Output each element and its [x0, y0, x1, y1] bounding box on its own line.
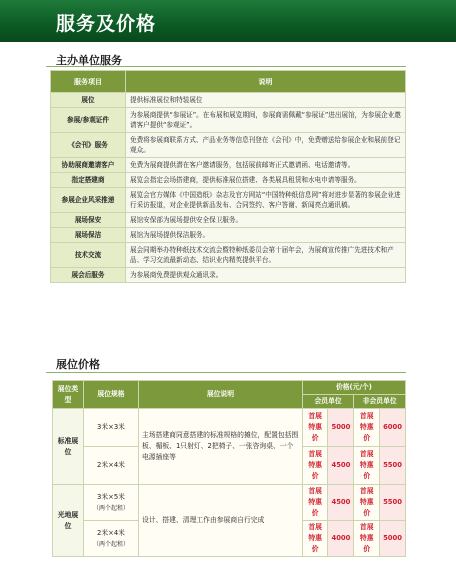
divider — [46, 66, 406, 67]
nonmember-price: 5500 — [380, 485, 406, 521]
spec-note: （两个起租） — [92, 504, 129, 512]
table-row — [51, 108, 406, 133]
table-row — [51, 93, 406, 108]
table-row — [51, 188, 406, 213]
member-price: 4000 — [328, 521, 354, 557]
col-header-nonmember: 非会员单位 — [354, 395, 406, 409]
price-label: 首展特惠价 — [354, 409, 380, 447]
booth-desc: 主场搭建商同意搭建的标准规格的摊位，配置包括围板、楣板、1只射灯、2把椅子、一张咨询桌、一个电源插座等 — [139, 409, 303, 485]
page-title: 服务及价格 — [56, 13, 157, 35]
table-row — [51, 158, 406, 173]
spec-text: 3米×3米 — [97, 423, 125, 431]
service-desc: 免费为展商提供潜在客户邀请服务，包括展前邮寄正式邀请函、电话邀请等。 — [126, 158, 406, 173]
service-item: 展会后服务 — [51, 268, 126, 283]
col-header-desc: 说明 — [126, 71, 406, 93]
col-header-type: 展位类型 — [53, 381, 84, 409]
price-label: 首展特惠价 — [302, 447, 328, 485]
table-row — [51, 213, 406, 228]
service-desc: 免费将参展商联系方式、产品业务等信息刊登在《会刊》中，免费赠送给参展企业和展前登记观众。 — [126, 133, 406, 158]
header-banner — [0, 0, 456, 42]
service-desc: 展会同期举办特种纸技术交流会暨特种纸委员会第十届年会，为展商宣传推广先进技术和产品、学习交流最新动态、结识业内精英提供平台。 — [126, 243, 406, 268]
service-desc: 展览会官方媒体《中国造纸》杂志及官方网站“中国特种纸信息网”将对进步显著的参展企业进行采访报道，对企业提供新品发布、合同签约、客户答谢、新闻亮点通讯稿。 — [126, 188, 406, 213]
booth-spec — [84, 447, 139, 485]
service-item: 参展企业风采推递 — [51, 188, 126, 213]
price-label: 首展特惠价 — [302, 409, 328, 447]
service-desc: 为参展商提供“参展证”。在布展和展览期间，参展商需佩戴“参展证”进出展馆，为参展企业邀请客户提供“参观证”。 — [126, 108, 406, 133]
service-desc: 展馆安保部为展场提供安全保卫服务。 — [126, 213, 406, 228]
service-desc: 提供标准展位和特装展位 — [126, 93, 406, 108]
price-label: 首展特惠价 — [302, 521, 328, 557]
booth-spec — [84, 485, 139, 521]
service-desc: 展览会指定会场搭建商，提供标准展位搭建、各类展具租赁和水电申请等服务。 — [126, 173, 406, 188]
service-item: 参展/参观证件 — [51, 108, 126, 133]
booth-spec — [84, 521, 139, 557]
service-item: 《会刊》服务 — [51, 133, 126, 158]
booth-desc: 设计、搭建、清理工作由参展商自行完成 — [139, 485, 303, 557]
spec-text: 2米×4米 — [97, 528, 125, 537]
price-label: 首展特惠价 — [354, 521, 380, 557]
service-item: 展场保洁 — [51, 228, 126, 243]
spec-text: 2米×4米 — [97, 461, 125, 469]
table-row — [51, 173, 406, 188]
table-row — [51, 133, 406, 158]
spec-text: 3米×5米 — [97, 492, 125, 501]
col-header-member: 会员单位 — [302, 395, 354, 409]
price-label: 首展特惠价 — [354, 447, 380, 485]
price-label: 首展特惠价 — [354, 485, 380, 521]
spec-note: （两个起租） — [92, 540, 129, 548]
pricing-table — [52, 380, 406, 557]
service-item: 展场保安 — [51, 213, 126, 228]
table-row — [51, 268, 406, 283]
services-table — [50, 70, 406, 283]
table-row — [53, 409, 406, 447]
booth-type: 光地展位 — [53, 485, 84, 557]
booth-spec — [84, 409, 139, 447]
member-price: 4500 — [328, 485, 354, 521]
service-desc: 为参展商免费提供观众通讯录。 — [126, 268, 406, 283]
price-label: 首展特惠价 — [302, 485, 328, 521]
service-item: 技术交流 — [51, 243, 126, 268]
services-heading: 主办单位服务 — [56, 54, 122, 67]
col-header-item: 服务项目 — [51, 71, 126, 93]
nonmember-price: 5000 — [380, 521, 406, 557]
service-item: 协助展商邀请客户 — [51, 158, 126, 173]
service-desc: 展馆为展场提供保洁服务。 — [126, 228, 406, 243]
service-item: 展位 — [51, 93, 126, 108]
table-row — [51, 228, 406, 243]
table-row — [53, 485, 406, 521]
member-price: 5000 — [328, 409, 354, 447]
booth-type: 标准展位 — [53, 409, 84, 485]
table-row — [51, 243, 406, 268]
nonmember-price: 5500 — [380, 447, 406, 485]
col-header-desc: 展位说明 — [139, 381, 303, 409]
nonmember-price: 6000 — [380, 409, 406, 447]
member-price: 4500 — [328, 447, 354, 485]
col-header-spec: 展位规格 — [84, 381, 139, 409]
pricing-heading: 展位价格 — [56, 358, 100, 371]
col-header-price: 价格(元/个) — [302, 381, 405, 395]
divider — [46, 372, 406, 373]
service-item: 指定搭建商 — [51, 173, 126, 188]
